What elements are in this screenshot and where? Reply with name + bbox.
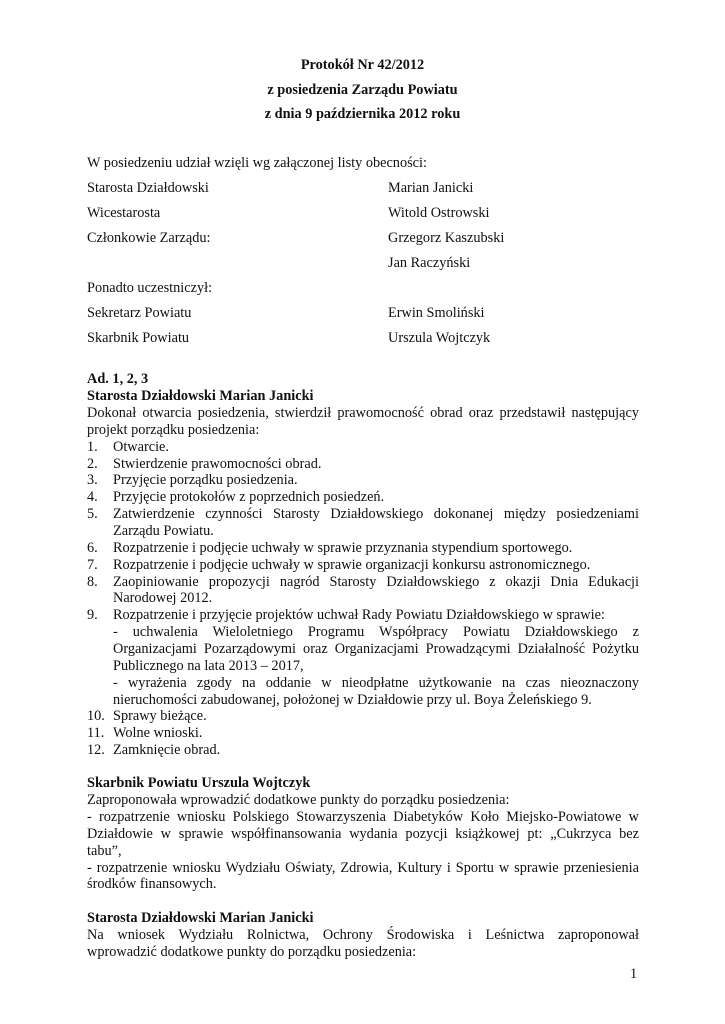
paragraph-line: - rozpatrzenie wniosku Polskiego Stowarzyszenia Diabetyków Koło Miejsko-Powiatowe w bbox=[87, 809, 639, 825]
agenda-number: 10. bbox=[87, 708, 105, 724]
paragraph-line: środków finansowych. bbox=[87, 876, 217, 892]
agenda-subitem: Organizacjami Pozarządowymi oraz Organizacjami Prowadzącymi Działalność Pożytku bbox=[113, 641, 639, 657]
paragraph-line: tabu”, bbox=[87, 843, 122, 859]
agenda-number: 3. bbox=[87, 472, 98, 488]
agenda-number: 5. bbox=[87, 506, 98, 522]
paragraph-line: Zaproponowała wprowadzić dodatkowe punkty do porządku posiedzenia: bbox=[87, 792, 510, 808]
attendance-name: Grzegorz Kaszubski bbox=[388, 230, 505, 246]
paragraph-line: Dokonał otwarcia posiedzenia, stwierdził prawomocność obrad oraz przedstawił następujący bbox=[87, 405, 639, 421]
agenda-subitem: nieruchomości zabudowanej, położonej w Działdowie przy ul. Boya Żeleńskiego 9. bbox=[113, 692, 592, 708]
paragraph-line: Działdowie w sprawie współfinansowania wydania pozycji książkowej pt: „Cukrzyca bez bbox=[87, 826, 639, 842]
attendance-role: Sekretarz Powiatu bbox=[87, 305, 192, 321]
agenda-subitem: - wyrażenia zgody na oddanie w nieodpłatne użytkowanie na czas nieoznaczony bbox=[113, 675, 639, 691]
agenda-number: 9. bbox=[87, 607, 98, 623]
attendance-role: Członkowie Zarządu: bbox=[87, 230, 211, 246]
agenda-item: Rozpatrzenie i przyjęcie projektów uchwał Rady Powiatu Działdowskiego w sprawie: bbox=[113, 607, 605, 623]
speaker-heading: Skarbnik Powiatu Urszula Wojtczyk bbox=[87, 775, 311, 791]
agenda-subitem: Publicznego na lata 2013 – 2017, bbox=[113, 658, 304, 674]
agenda-number: 11. bbox=[87, 725, 105, 741]
attendance-name: Marian Janicki bbox=[388, 180, 474, 196]
paragraph-line: projekt porządku posiedzenia: bbox=[87, 422, 260, 438]
paragraph-line: Na wniosek Wydziału Rolnictwa, Ochrony Środowiska i Leśnictwa zaproponował bbox=[87, 927, 639, 943]
agenda-item: Stwierdzenie prawomocności obrad. bbox=[113, 456, 322, 472]
agenda-number: 12. bbox=[87, 742, 105, 758]
attendance-also: Ponadto uczestniczył: bbox=[87, 280, 213, 296]
speaker-heading: Starosta Działdowski Marian Janicki bbox=[87, 388, 314, 404]
paragraph-line: wprowadzić dodatkowe punkty do porządku posiedzenia: bbox=[87, 944, 417, 960]
attendance-name: Erwin Smoliński bbox=[388, 305, 485, 321]
agenda-item-cont: Zarządu Powiatu. bbox=[113, 523, 214, 539]
attendance-name: Urszula Wojtczyk bbox=[388, 330, 491, 346]
attendance-role: Skarbnik Powiatu bbox=[87, 330, 190, 346]
agenda-number: 8. bbox=[87, 574, 98, 590]
agenda-item: Zaopiniowanie propozycji nagród Starosty Działdowskiego z okazji Dnia Edukacji bbox=[113, 574, 639, 590]
attendance-intro: W posiedzeniu udział wzięli wg załączonej listy obecności: bbox=[87, 155, 427, 171]
agenda-subitem: - uchwalenia Wieloletniego Programu Współpracy Powiatu Działdowskiego z bbox=[113, 624, 639, 640]
attendance-name: Jan Raczyński bbox=[388, 255, 471, 271]
attendance-name: Witold Ostrowski bbox=[388, 205, 490, 221]
agenda-number: 4. bbox=[87, 489, 98, 505]
agenda-item: Rozpatrzenie i podjęcie uchwały w sprawie przyznania stypendium sportowego. bbox=[113, 540, 573, 556]
agenda-item: Przyjęcie protokołów z poprzednich posiedzeń. bbox=[113, 489, 385, 505]
agenda-item: Przyjęcie porządku posiedzenia. bbox=[113, 472, 298, 488]
agenda-item: Sprawy bieżące. bbox=[113, 708, 207, 724]
section-heading: Ad. 1, 2, 3 bbox=[87, 371, 149, 387]
agenda-number: 1. bbox=[87, 439, 98, 455]
attendance-role: Wicestarosta bbox=[87, 205, 161, 221]
page-number: 1 bbox=[630, 966, 638, 982]
paragraph-line: - rozpatrzenie wniosku Wydziału Oświaty, Zdrowia, Kultury i Sportu w sprawie przeniesienia bbox=[87, 860, 639, 876]
document-date: z dnia 9 października 2012 roku bbox=[264, 106, 461, 122]
agenda-item: Rozpatrzenie i podjęcie uchwały w sprawie organizacji konkursu astronomicznego. bbox=[113, 557, 591, 573]
agenda-item-cont: Narodowej 2012. bbox=[113, 590, 213, 606]
speaker-heading: Starosta Działdowski Marian Janicki bbox=[87, 910, 314, 926]
agenda-item: Zamknięcie obrad. bbox=[113, 742, 221, 758]
agenda-number: 6. bbox=[87, 540, 98, 556]
document-subtitle: z posiedzenia Zarządu Powiatu bbox=[267, 82, 458, 98]
agenda-item: Zatwierdzenie czynności Starosty Działdowskiego dokonanej między posiedzeniami bbox=[113, 506, 639, 522]
agenda-item: Wolne wnioski. bbox=[113, 725, 203, 741]
agenda-number: 2. bbox=[87, 456, 98, 472]
agenda-number: 7. bbox=[87, 557, 98, 573]
attendance-role: Starosta Działdowski bbox=[87, 180, 209, 196]
document-title: Protokół Nr 42/2012 bbox=[300, 57, 425, 73]
agenda-item: Otwarcie. bbox=[113, 439, 169, 455]
